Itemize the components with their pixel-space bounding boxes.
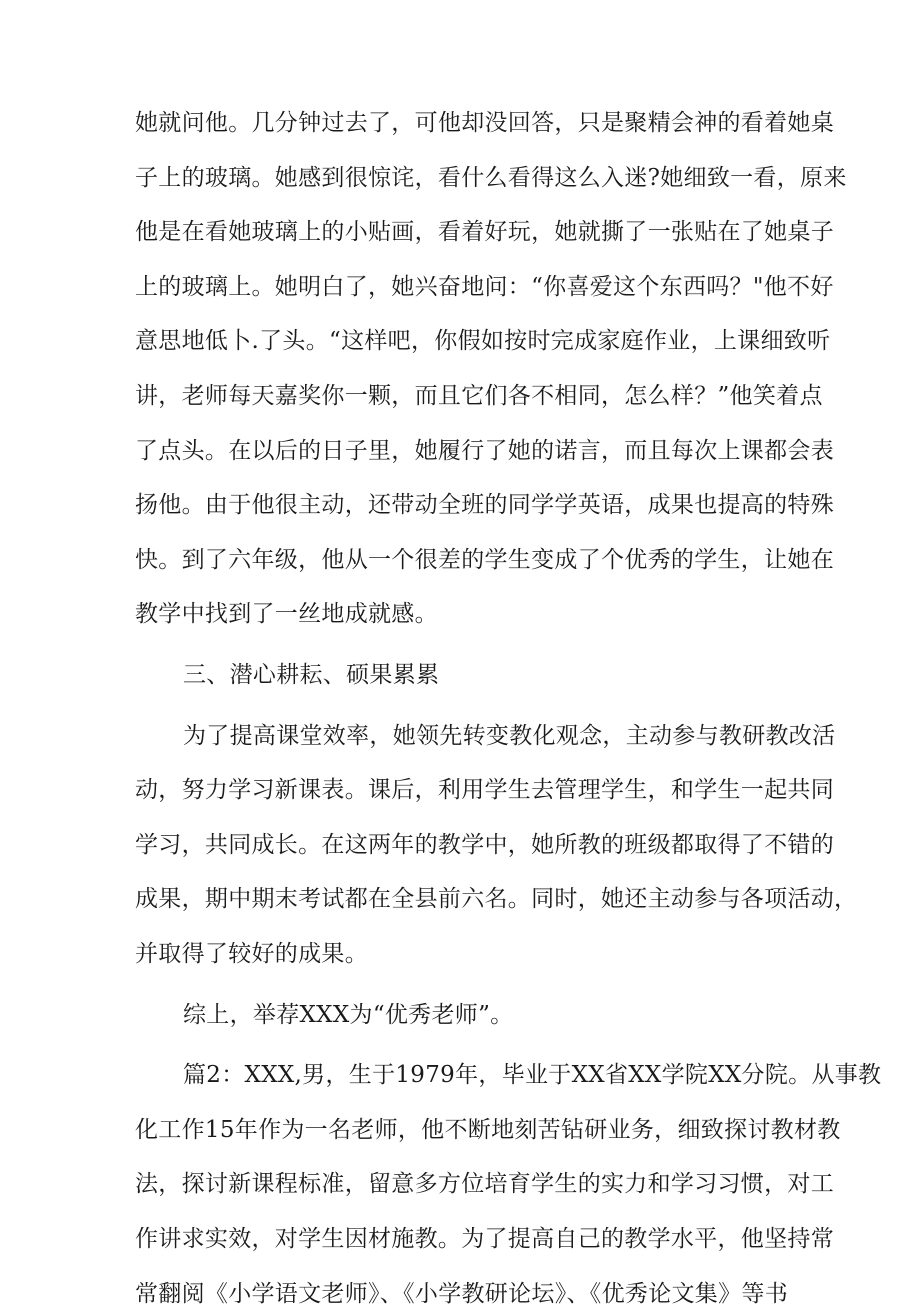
text-line: 法，探讨新课程标准，留意多方位培育学生的实力和学习习惯，对工 [135, 1171, 834, 1197]
conclusion-line: 综上，举荐XXX为“优秀老师”。 [183, 1002, 514, 1028]
text-line: 意思地低卜.了头。“这样吧，你假如按时完成家庭作业，上课细致听 [135, 328, 831, 354]
text-line: 动，努力学习新课表。课后，利用学生去管理学生，和学生一起共同 [135, 777, 834, 803]
text-line: 扬他。由于他很主动，还带动全班的同学学英语，成果也提高的特殊 [135, 492, 834, 518]
text-line: 并取得了较好的成果。 [135, 941, 368, 967]
text-line: 上的玻璃上。她明白了，她兴奋地问：“你喜爱这个东西吗？"他不好 [135, 274, 834, 300]
text-line: 快。到了六年级，他从一个很差的学生变成了个优秀的学生，让她在 [135, 547, 834, 573]
text-line: 学习，共同成长。在这两年的教学中，她所教的班级都取得了不错的 [135, 832, 834, 858]
section-heading: 三、潜心耕耘、硕果累累 [183, 662, 440, 688]
text-line: 子上的玻璃。她感到很惊诧，看什么看得这么入迷?她细致一看，原来 [135, 165, 847, 191]
text-line: 讲，老师每天嘉奖你一颗，而且它们各不相同，怎么样？”他笑着点 [135, 383, 823, 409]
text-line: 常翻阅《小学语文老师》、《小学教研论坛》、《优秀论文集》等书 [135, 1281, 788, 1307]
text-line: 她就问他。几分钟过去了，可他却没回答，只是聚精会神的看着她桌 [135, 110, 834, 136]
text-line: 成果，期中期末考试都在全县前六名。同时，她还主动参与各项活动， [135, 886, 858, 912]
text-line: 作讲求实效，对学生因材施教。为了提高自己的教学水平，他坚持常 [135, 1226, 834, 1252]
text-line: 他是在看她玻璃上的小贴画，看着好玩，她就撕了一张贴在了她桌子 [135, 219, 834, 245]
text-line: 了点头。在以后的日子里，她履行了她的诺言，而且每次上课都会表 [135, 438, 834, 464]
text-line: 为了提高课堂效率，她领先转变教化观念，主动参与教研教改活 [183, 723, 836, 749]
text-line: 篇2：XXX,男，生于1979年，毕业于XX省XX学院XX分院。从事教 [183, 1062, 882, 1088]
text-line: 化工作15年作为一名老师，他不断地刻苦钻研业务，细致探讨教材教 [135, 1117, 841, 1143]
text-line: 教学中找到了一丝地成就感。 [135, 601, 438, 627]
